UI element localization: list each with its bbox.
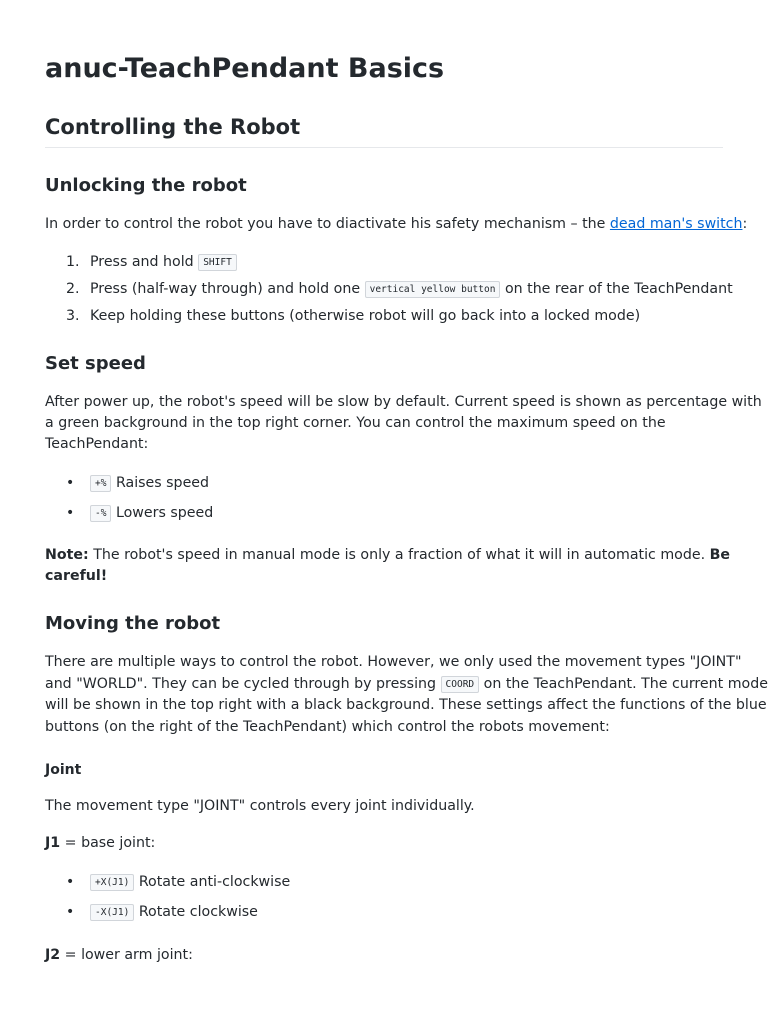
shift-key-code: SHIFT [198,254,237,271]
speed-line: a green background in the top right corner. You can control the maximum speed on the [45,415,666,431]
page-title: anuc-TeachPendant Basics [45,53,445,84]
list-item [45,872,725,902]
minus-percent-code: -% [90,505,111,522]
step-number: 1. [66,254,80,270]
plus-x-j1-code: +X(J1) [90,874,134,891]
note-bold: Be [709,547,731,563]
j2-label: J2 [45,947,61,963]
list-item [45,473,725,503]
moving-text: and "WORLD". They can be cycled through by pressing [45,675,441,692]
j1-text: = base joint: [60,835,156,851]
unlocking-intro [45,214,748,235]
minus-x-j1-code: -X(J1) [90,904,134,921]
item-label: Rotate anti-clockwise [134,874,291,890]
j1-list [45,872,725,932]
step-text [90,279,733,300]
moving-line: will be shown in the top right with a black background. These settings affect the functions of the blue [45,697,767,713]
step-text-before: Press and hold [90,254,199,270]
joint-text: The movement type "JOINT" controls every joint individually. [45,798,475,814]
intro-colon: : [742,216,748,232]
item-label: Lowers speed [111,505,214,521]
step-text-before: Press (half-way through) and hold one [90,281,365,297]
j2-text: = lower arm joint: [60,947,193,963]
bullet-icon: • [66,505,75,521]
speed-note [45,545,731,587]
section-heading: Controlling the Robot [45,112,723,148]
step-text: Keep holding these buttons (otherwise robot will go back into a locked mode) [90,308,641,324]
note-bold: careful! [45,568,108,584]
unlocking-heading: Unlocking the robot [45,175,247,196]
step-text-after: on the rear of the TeachPendant [500,281,733,297]
j2-label-line [45,945,717,966]
joint-heading: Joint [45,762,82,778]
intro-text: In order to control the robot you have to diactivate his safety mechanism – the [45,216,610,232]
list-item [45,306,725,333]
bullet-icon: • [66,874,75,890]
list-item [45,279,733,306]
speed-list [45,473,725,533]
yellow-button-code: vertical yellow button [365,281,501,298]
list-item [45,503,725,533]
moving-text: on the TeachPendant. The current mode [479,675,768,692]
bullet-icon: • [66,475,75,491]
step-number: 2. [66,281,80,297]
speed-paragraph [45,392,762,455]
speed-line: TeachPendant: [45,436,149,452]
item-text [90,872,290,893]
plus-percent-code: +% [90,475,111,492]
item-label: Rotate clockwise [134,904,258,920]
moving-heading: Moving the robot [45,613,221,634]
dead-mans-switch-link[interactable]: dead man's switch [609,216,743,232]
j1-label: J1 [45,835,61,851]
step-text [90,252,237,273]
item-text [90,473,209,494]
item-text [90,503,213,524]
step-number: 3. [66,308,80,324]
moving-line [45,674,768,696]
item-label: Raises speed [111,475,210,491]
note-text: The robot's speed in manual mode is only a fraction of what it will in automatic mode. [88,547,710,563]
item-text [90,902,258,923]
moving-paragraph [45,652,768,738]
moving-line: buttons (on the right of the TeachPendant) which control the robots movement: [45,718,610,735]
note-label: Note: [45,547,89,563]
speed-heading: Set speed [45,353,146,374]
coord-key-code: COORD [441,676,480,693]
list-item [45,252,725,279]
speed-line: After power up, the robot's speed will be slow by default. Current speed is shown as percentage with [45,394,762,410]
bullet-icon: • [66,904,75,920]
j1-label-line [45,833,717,854]
moving-line: There are multiple ways to control the robot. However, we only used the movement types "JOINT" [45,654,742,670]
list-item [45,902,725,932]
unlock-steps-list [45,252,733,333]
note-line [45,545,731,566]
